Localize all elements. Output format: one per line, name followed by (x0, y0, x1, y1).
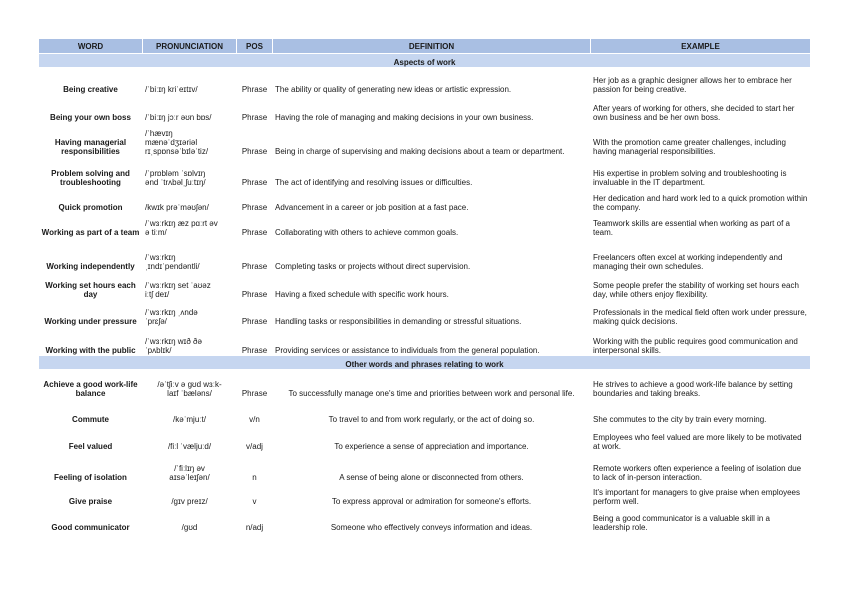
section-title-row (39, 54, 811, 68)
definition-cell: Collaborating with others to achieve common goals. (273, 213, 591, 238)
definition-cell: Providing services or assistance to individuals from the general population. (273, 327, 591, 356)
table-row (39, 399, 811, 425)
example-cell: Freelancers often excel at working independently and managing their own schedules. (591, 238, 811, 272)
pos-cell: Phrase (237, 238, 273, 272)
table-row (39, 157, 811, 188)
word-cell: Quick promotion (39, 188, 143, 213)
header-pronunciation: PRONUNCIATION (143, 39, 237, 54)
pronunciation-cell: /ˈwɜːrkɪŋ ˌʌndə ˈprɛʃə/ (143, 300, 237, 327)
table-row (39, 300, 811, 327)
word-cell: Good communicator (39, 507, 143, 533)
definition-cell: The ability or quality of generating new ideas or artistic expression. (273, 68, 591, 95)
pos-cell: Phrase (237, 213, 273, 238)
pos-cell: Phrase (237, 370, 273, 399)
header-example: EXAMPLE (591, 39, 811, 54)
definition-cell: Having a fixed schedule with specific work hours. (273, 272, 591, 300)
header-row (39, 39, 811, 54)
example-cell: Being a good communicator is a valuable skill in a leadership role. (591, 507, 811, 533)
table-row (39, 425, 811, 452)
pronunciation-cell: /ɡɪv preɪz/ (143, 483, 237, 507)
table-row (39, 507, 811, 533)
pronunciation-cell: /ˈprɒbləm ˈsɒlvɪŋ ənd ˈtrʌbəlˌʃuːtɪŋ/ (143, 157, 237, 188)
pos-cell: Phrase (237, 123, 273, 157)
definition-cell: To successfully manage one's time and priorities between work and personal life. (273, 370, 591, 399)
example-cell: Professionals in the medical field often work under pressure, making quick decisions. (591, 300, 811, 327)
section-aspects-body (39, 54, 811, 356)
header-pos: POS (237, 39, 273, 54)
example-cell: Her dedication and hard work led to a quick promotion within the company. (591, 188, 811, 213)
definition-cell: A sense of being alone or disconnected from others. (273, 452, 591, 483)
pos-cell: Phrase (237, 95, 273, 123)
pronunciation-cell: /ˈhævɪŋ mænəˈdʒɪəriəl rɪˌspɒnsəˈbɪləˈtiz/ (143, 123, 237, 157)
example-cell: Her job as a graphic designer allows her to embrace her passion for being creative. (591, 68, 811, 95)
definition-cell: Handling tasks or responsibilities in demanding or stressful situations. (273, 300, 591, 327)
header-definition: DEFINITION (273, 39, 591, 54)
pos-cell: Phrase (237, 300, 273, 327)
pos-cell: v/n (237, 399, 273, 425)
pronunciation-cell: /fiːl ˈvæljuːd/ (143, 425, 237, 452)
table-row (39, 123, 811, 157)
pos-cell: n (237, 452, 273, 483)
pos-cell: v/adj (237, 425, 273, 452)
pos-cell: Phrase (237, 272, 273, 300)
pronunciation-cell: /ɡʊd (143, 507, 237, 533)
example-cell: Remote workers often experience a feeling of isolation due to lack of in-person interaction. (591, 452, 811, 483)
word-cell: Working independently (39, 238, 143, 272)
pronunciation-cell: /əˈtʃiːv ə ɡʊd wɜːk- laɪf ˈbæləns/ (143, 370, 237, 399)
pos-cell: v (237, 483, 273, 507)
definition-cell: Someone who effectively conveys information and ideas. (273, 507, 591, 533)
table-row (39, 188, 811, 213)
example-cell: With the promotion came greater challenges, including having managerial responsibilities. (591, 123, 811, 157)
word-cell: Achieve a good work-life balance (39, 370, 143, 399)
word-cell: Being your own boss (39, 95, 143, 123)
example-cell: Working with the public requires good communication and interpersonal skills. (591, 327, 811, 356)
example-cell: Some people prefer the stability of working set hours each day, while others enjoy flexibility. (591, 272, 811, 300)
table-row (39, 238, 811, 272)
pronunciation-cell: /kwɪk prəˈməʊʃən/ (143, 188, 237, 213)
pronunciation-cell: /ˈfiːlɪŋ əv aɪsəˈleɪʃən/ (143, 452, 237, 483)
pronunciation-cell: /ˈwɜːrkɪŋ set ˈaʊəz iːtʃ deɪ/ (143, 272, 237, 300)
pos-cell: n/adj (237, 507, 273, 533)
word-cell: Working as part of a team (39, 213, 143, 238)
pos-cell: Phrase (237, 327, 273, 356)
example-cell: His expertise in problem solving and troubleshooting is invaluable in the IT department. (591, 157, 811, 188)
word-cell: Give praise (39, 483, 143, 507)
section-title: Aspects of work (39, 54, 811, 68)
table-row (39, 95, 811, 123)
vocabulary-table (38, 38, 811, 533)
word-cell: Feeling of isolation (39, 452, 143, 483)
section-title-row (39, 356, 811, 370)
definition-cell: Being in charge of supervising and making decisions about a team or department. (273, 123, 591, 157)
example-cell: Teamwork skills are essential when working as part of a team. (591, 213, 811, 238)
pronunciation-cell: /ˈwɜːrkɪŋ ˌɪndɪˈpendəntli/ (143, 238, 237, 272)
example-cell: She commutes to the city by train every morning. (591, 399, 811, 425)
definition-cell: Having the role of managing and making decisions in your own business. (273, 95, 591, 123)
word-cell: Working set hours each day (39, 272, 143, 300)
pronunciation-cell: /ˈwɜːrkɪŋ wɪð ðə ˈpʌblɪk/ (143, 327, 237, 356)
definition-cell: To express approval or admiration for someone's efforts. (273, 483, 591, 507)
definition-cell: Advancement in a career or job position at a fast pace. (273, 188, 591, 213)
pronunciation-cell: /ˈbiːɪŋ jɔːr əʊn bɒs/ (143, 95, 237, 123)
word-cell: Being creative (39, 68, 143, 95)
table-row (39, 327, 811, 356)
example-cell: It's important for managers to give praise when employees perform well. (591, 483, 811, 507)
pronunciation-cell: /ˈbiːɪŋ kriˈeɪtɪv/ (143, 68, 237, 95)
word-cell: Having managerial responsibilities (39, 123, 143, 157)
word-cell: Feel valued (39, 425, 143, 452)
table-row (39, 68, 811, 95)
pronunciation-cell: /kəˈmjuːt/ (143, 399, 237, 425)
definition-cell: To travel to and from work regularly, or the act of doing so. (273, 399, 591, 425)
word-cell: Working with the public (39, 327, 143, 356)
pronunciation-cell: /ˈwɜːrkɪŋ æz pɑːrt əv ə tiːm/ (143, 213, 237, 238)
example-cell: Employees who feel valued are more likely to be motivated at work. (591, 425, 811, 452)
table-row (39, 483, 811, 507)
table-row (39, 452, 811, 483)
example-cell: After years of working for others, she decided to start her own business and be her own boss. (591, 95, 811, 123)
definition-cell: The act of identifying and resolving issues or difficulties. (273, 157, 591, 188)
word-cell: Working under pressure (39, 300, 143, 327)
word-cell: Commute (39, 399, 143, 425)
definition-cell: To experience a sense of appreciation and importance. (273, 425, 591, 452)
table-row (39, 370, 811, 399)
pos-cell: Phrase (237, 68, 273, 95)
definition-cell: Completing tasks or projects without direct supervision. (273, 238, 591, 272)
pos-cell: Phrase (237, 188, 273, 213)
table-row (39, 213, 811, 238)
example-cell: He strives to achieve a good work-life balance by setting boundaries and taking breaks. (591, 370, 811, 399)
header-word: WORD (39, 39, 143, 54)
section-title: Other words and phrases relating to work (39, 356, 811, 370)
word-cell: Problem solving and troubleshooting (39, 157, 143, 188)
pos-cell: Phrase (237, 157, 273, 188)
table-row (39, 272, 811, 300)
section-other-body (39, 356, 811, 533)
